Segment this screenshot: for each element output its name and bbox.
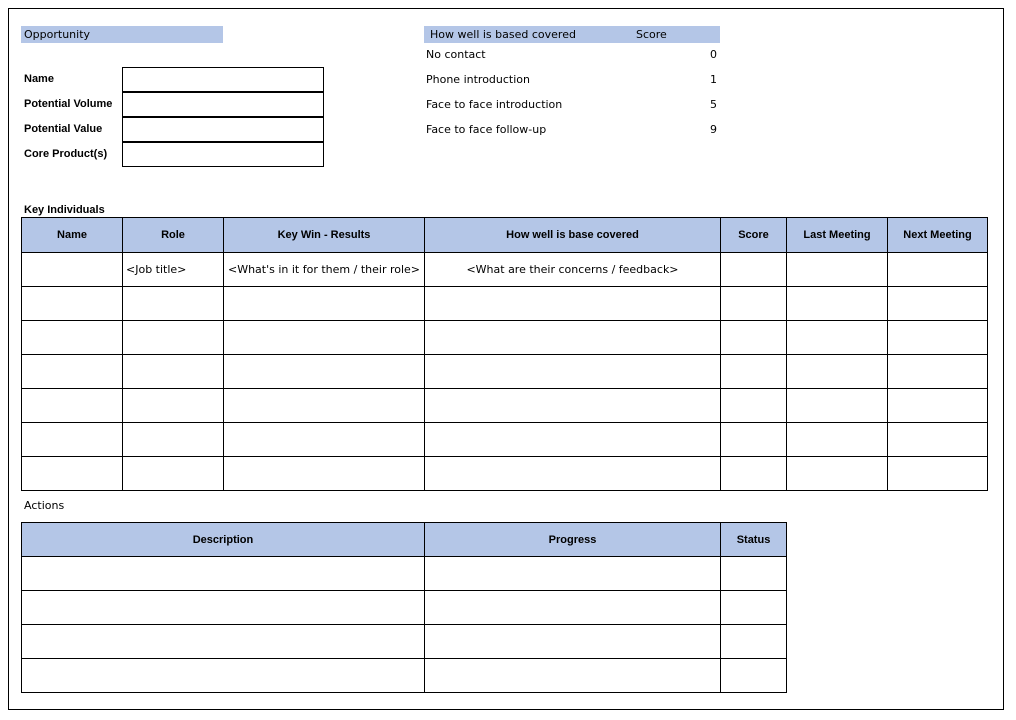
column-header-next-meeting: Next Meeting xyxy=(888,218,988,253)
coverage-cell[interactable] xyxy=(425,423,721,457)
actions-title: Actions xyxy=(24,499,65,512)
role-cell[interactable] xyxy=(123,457,224,491)
role-cell[interactable] xyxy=(123,321,224,355)
key-win-cell[interactable] xyxy=(224,321,425,355)
coverage-cell[interactable] xyxy=(425,355,721,389)
table-row xyxy=(22,355,988,389)
coverage-label: Face to face introduction xyxy=(426,98,563,111)
progress-cell[interactable] xyxy=(425,659,721,693)
actions-header-row xyxy=(22,523,787,557)
core-products-field[interactable] xyxy=(122,142,324,167)
coverage-cell[interactable] xyxy=(425,389,721,423)
coverage-cell[interactable] xyxy=(425,321,721,355)
name-cell[interactable] xyxy=(22,253,123,287)
table-row xyxy=(22,321,988,355)
potential-volume-field[interactable] xyxy=(122,92,324,117)
progress-cell[interactable] xyxy=(425,625,721,659)
description-cell[interactable] xyxy=(22,625,425,659)
name-field[interactable] xyxy=(122,67,324,92)
last-meeting-cell[interactable] xyxy=(787,287,888,321)
coverage-cell[interactable] xyxy=(425,287,721,321)
field-label-core-products: Core Product(s) xyxy=(24,148,108,160)
coverage-label: No contact xyxy=(426,48,486,61)
table-row xyxy=(22,659,787,693)
next-meeting-cell[interactable] xyxy=(888,287,988,321)
coverage-header-label: How well is based covered xyxy=(430,28,576,41)
next-meeting-cell[interactable] xyxy=(888,355,988,389)
opportunity-title: Opportunity xyxy=(24,28,91,41)
description-cell[interactable] xyxy=(22,591,425,625)
column-header-role: Role xyxy=(123,218,224,253)
key-win-cell[interactable] xyxy=(224,287,425,321)
coverage-header-score: Score xyxy=(636,28,667,41)
last-meeting-cell[interactable] xyxy=(787,321,888,355)
role-cell[interactable] xyxy=(123,389,224,423)
field-label-name: Name xyxy=(24,73,54,85)
score-cell[interactable] xyxy=(721,423,787,457)
column-header-score: Score xyxy=(721,218,787,253)
coverage-label: Phone introduction xyxy=(426,73,530,86)
field-label-potential-volume: Potential Volume xyxy=(24,98,113,110)
next-meeting-cell[interactable] xyxy=(888,423,988,457)
score-cell[interactable] xyxy=(721,287,787,321)
coverage-header xyxy=(424,26,720,43)
coverage-score: 1 xyxy=(710,73,717,86)
next-meeting-cell[interactable] xyxy=(888,389,988,423)
coverage-score: 0 xyxy=(710,48,717,61)
status-cell[interactable] xyxy=(721,591,787,625)
last-meeting-cell[interactable] xyxy=(787,253,888,287)
coverage-cell[interactable]: <What are their concerns / feedback> xyxy=(425,253,721,287)
progress-cell[interactable] xyxy=(425,591,721,625)
last-meeting-cell[interactable] xyxy=(787,423,888,457)
table-row xyxy=(22,287,988,321)
name-cell[interactable] xyxy=(22,355,123,389)
table-row xyxy=(22,557,787,591)
last-meeting-cell[interactable] xyxy=(787,355,888,389)
score-cell[interactable] xyxy=(721,355,787,389)
coverage-score: 9 xyxy=(710,123,717,136)
actions-table xyxy=(21,522,787,693)
key-win-cell[interactable] xyxy=(224,457,425,491)
role-cell[interactable] xyxy=(123,423,224,457)
table-row xyxy=(22,457,988,491)
next-meeting-cell[interactable] xyxy=(888,253,988,287)
key-individuals-title: Key Individuals xyxy=(24,204,105,216)
status-cell[interactable] xyxy=(721,557,787,591)
status-cell[interactable] xyxy=(721,659,787,693)
next-meeting-cell[interactable] xyxy=(888,321,988,355)
table-row xyxy=(22,423,988,457)
name-cell[interactable] xyxy=(22,423,123,457)
column-header-description: Description xyxy=(22,523,425,557)
table-row xyxy=(22,253,988,287)
column-header-coverage: How well is base covered xyxy=(425,218,721,253)
potential-value-field[interactable] xyxy=(122,117,324,142)
key-individuals-header-row xyxy=(22,218,988,253)
name-cell[interactable] xyxy=(22,321,123,355)
role-cell[interactable] xyxy=(123,355,224,389)
table-row xyxy=(22,591,787,625)
role-cell[interactable]: <Job title> xyxy=(123,253,224,287)
key-win-cell[interactable] xyxy=(224,389,425,423)
name-cell[interactable] xyxy=(22,389,123,423)
column-header-last-meeting: Last Meeting xyxy=(787,218,888,253)
opportunity-header xyxy=(21,26,223,43)
last-meeting-cell[interactable] xyxy=(787,457,888,491)
key-individuals-table xyxy=(21,217,988,491)
column-header-key-win: Key Win - Results xyxy=(224,218,425,253)
name-cell[interactable] xyxy=(22,457,123,491)
next-meeting-cell[interactable] xyxy=(888,457,988,491)
score-cell[interactable] xyxy=(721,457,787,491)
progress-cell[interactable] xyxy=(425,557,721,591)
key-win-cell[interactable] xyxy=(224,423,425,457)
table-row xyxy=(22,389,988,423)
score-cell[interactable] xyxy=(721,321,787,355)
role-cell[interactable] xyxy=(123,287,224,321)
table-row xyxy=(22,625,787,659)
last-meeting-cell[interactable] xyxy=(787,389,888,423)
score-cell[interactable] xyxy=(721,253,787,287)
column-header-progress: Progress xyxy=(425,523,721,557)
key-win-cell[interactable] xyxy=(224,355,425,389)
description-cell[interactable] xyxy=(22,557,425,591)
coverage-label: Face to face follow-up xyxy=(426,123,547,136)
description-cell[interactable] xyxy=(22,659,425,693)
coverage-score: 5 xyxy=(710,98,717,111)
field-label-potential-value: Potential Value xyxy=(24,123,103,135)
column-header-name: Name xyxy=(22,218,123,253)
coverage-cell[interactable] xyxy=(425,457,721,491)
name-cell[interactable] xyxy=(22,287,123,321)
score-cell[interactable] xyxy=(721,389,787,423)
key-win-cell[interactable]: <What's in it for them / their role> xyxy=(224,253,425,287)
status-cell[interactable] xyxy=(721,625,787,659)
column-header-status: Status xyxy=(721,523,787,557)
